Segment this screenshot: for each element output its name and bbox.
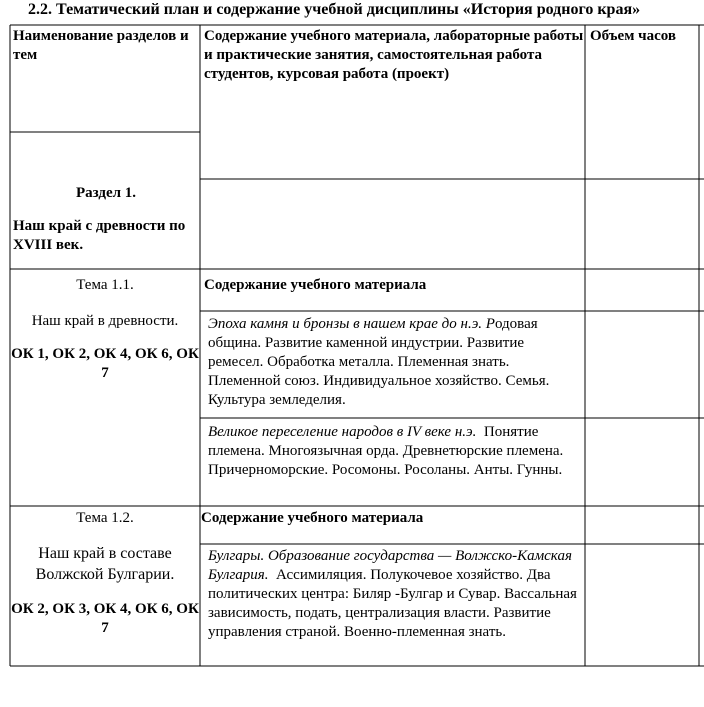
- topic-title: Тема 1.2.: [76, 510, 134, 526]
- topic-content-item: [208, 423, 580, 480]
- document-heading: 2.2. Тематический план и содержание учебной дисциплины «История родного края»: [28, 1, 641, 18]
- topic-competencies: ОК 2, ОК 3, ОК 4, ОК 6, ОК 7: [11, 601, 199, 636]
- column-header-sections: Наименование разделов и тем: [13, 28, 189, 63]
- section-subtitle: Наш край с древности по XVIII век.: [13, 218, 186, 253]
- topic-content-item: [208, 315, 580, 410]
- content-item-text: Понятие племена. Многоязычная орда. Древнетюрские племена. Причерноморские. Росомоны. Росоланы. Анты. Гунны.: [208, 424, 564, 478]
- column-header-hours: Объем часов: [590, 28, 677, 44]
- topic-name: Наш край в составе Волжской Булгарии.: [35, 545, 175, 583]
- content-header: Содержание учебного материала: [204, 277, 427, 293]
- content-header: Содержание учебного материала: [201, 510, 424, 526]
- topic-competencies: ОК 1, ОК 2, ОК 4, ОК 6, ОК 7: [11, 346, 199, 381]
- content-item-text: одовая община. Развитие каменной индустрии. Развитие ремесел. Обработка металла. Племенная знать. Племенной союз. Индивидуальное хозяйство. Семья. Культура земледелия.: [208, 316, 550, 408]
- topic-title: Тема 1.1.: [76, 277, 134, 293]
- section-title: Раздел 1.: [75, 185, 137, 201]
- content-item-heading: Великое переселение народов в IV веке н.э.: [208, 424, 477, 440]
- topic-content-item: [208, 547, 582, 642]
- column-header-content: Содержание учебного материала, лабораторные работы и практические занятия, самостоятельная работа студентов, курсовая работа (проект): [204, 28, 584, 82]
- content-item-text: Ассимиляция. Полукочевое хозяйство. Два политических центра: Биляр -Булгар и Сувар. Вассальная зависимость, подать, централизация власти. Развитие управления страной. Военно-племенная знать.: [208, 567, 577, 640]
- content-item-heading: Эпоха камня и бронзы в нашем крае до н.э. Р: [208, 316, 495, 332]
- topic-name: Наш край в древности.: [31, 313, 179, 329]
- content-item-heading: Булгары. Образование государства — Волжско-Камская Булгария.: [208, 548, 572, 583]
